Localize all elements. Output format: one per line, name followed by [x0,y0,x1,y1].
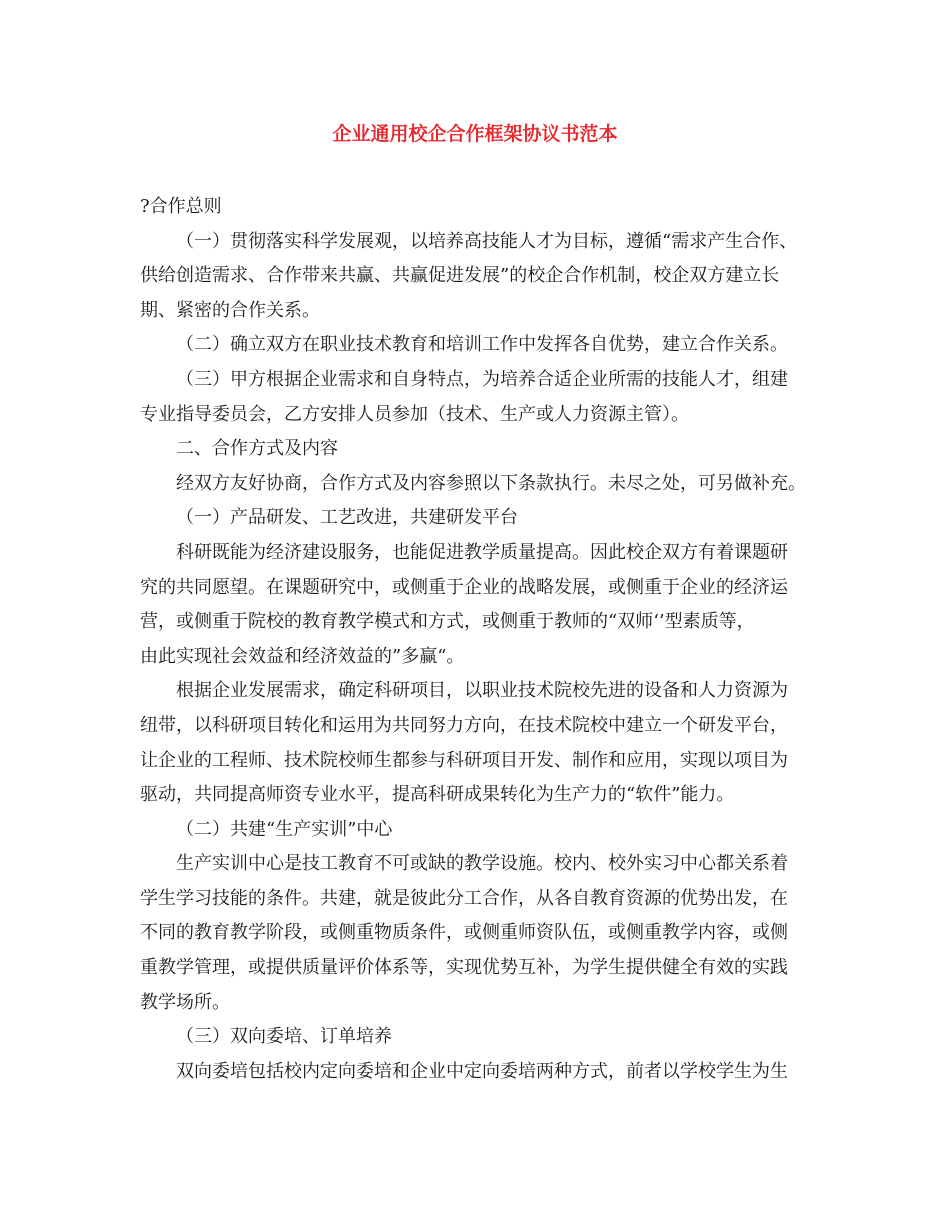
text-line: 专业指导委员会，乙方安排人员参加（技术、生产或人力资源主管）。 [140,403,689,425]
text-line: 由此实现社会效益和经济效益的”多赢“。 [140,645,465,667]
text-line: 经双方友好协商，合作方式及内容参照以下条款执行。未尽之处，可另做补充。 [176,472,806,494]
text-line: ?合作总则 [140,196,222,217]
text-line: （一）产品研发、工艺改进，共建研发平台 [176,507,518,529]
text-line: 究的共同愿望。在课题研究中，或侧重于企业的战略发展，或侧重于企业的经济运 [140,576,788,598]
text-line: 双向委培包括校内定向委培和企业中定向委培两种方式，前者以学校学生为生 [176,1060,788,1082]
text-line: 根据企业发展需求，确定科研项目，以职业技术院校先进的设备和人力资源为 [176,680,788,702]
text-line: 供给创造需求、合作带来共赢、共赢促进发展”的校企合作机制，校企双方建立长 [140,265,780,287]
text-line: （三）甲方根据企业需求和自身特点，为培养合适企业所需的技能人才，组建 [176,368,788,390]
text-line: 教学场所。 [140,991,230,1013]
text-line: （二）共建“生产实训”中心 [176,818,393,840]
document-body [140,190,830,1089]
text-line: 驱动，共同提高师资专业水平，提高科研成果转化为生产力的“软件”能力。 [140,784,735,806]
text-line: 纽带，以科研项目转化和运用为共同努力方向，在技术院校中建立一个研发平台， [140,714,788,736]
text-line: 生产实训中心是技工教育不可或缺的教学设施。校内、校外实习中心都关系着 [176,853,788,875]
text-line: 重教学管理，或提供质量评价体系等，实现优势互补，为学生提供健全有效的实践 [140,957,788,979]
text-line: 二、合作方式及内容 [176,438,338,460]
text-line: 不同的教育教学阶段，或侧重物质条件，或侧重师资队伍，或侧重教学内容，或侧 [140,922,788,944]
text-line: 让企业的工程师、技术院校师生都参与科研项目开发、制作和应用，实现以项目为 [140,749,788,771]
text-line: 期、紧密的合作关系。 [140,299,320,321]
text-line: （二）确立双方在职业技术教育和培训工作中发挥各自优势，建立合作关系。 [176,334,788,356]
text-line: （三）双向委培、订单培养 [176,1026,392,1048]
text-line: 科研既能为经济建设服务，也能促进教学质量提高。因此校企双方有着课题研 [176,541,788,563]
text-line: 学生学习技能的条件。共建，就是彼此分工合作，从各自教育资源的优势出发，在 [140,887,788,909]
text-line: 营，或侧重于院校的教育教学模式和方式，或侧重于教师的“双师‘’型素质等， [140,611,755,633]
document-title: 企业通用校企合作框架协议书范本 [332,123,618,145]
text-line: （一）贯彻落实科学发展观，以培养高技能人才为目标，遵循“需求产生合作、 [176,230,798,252]
